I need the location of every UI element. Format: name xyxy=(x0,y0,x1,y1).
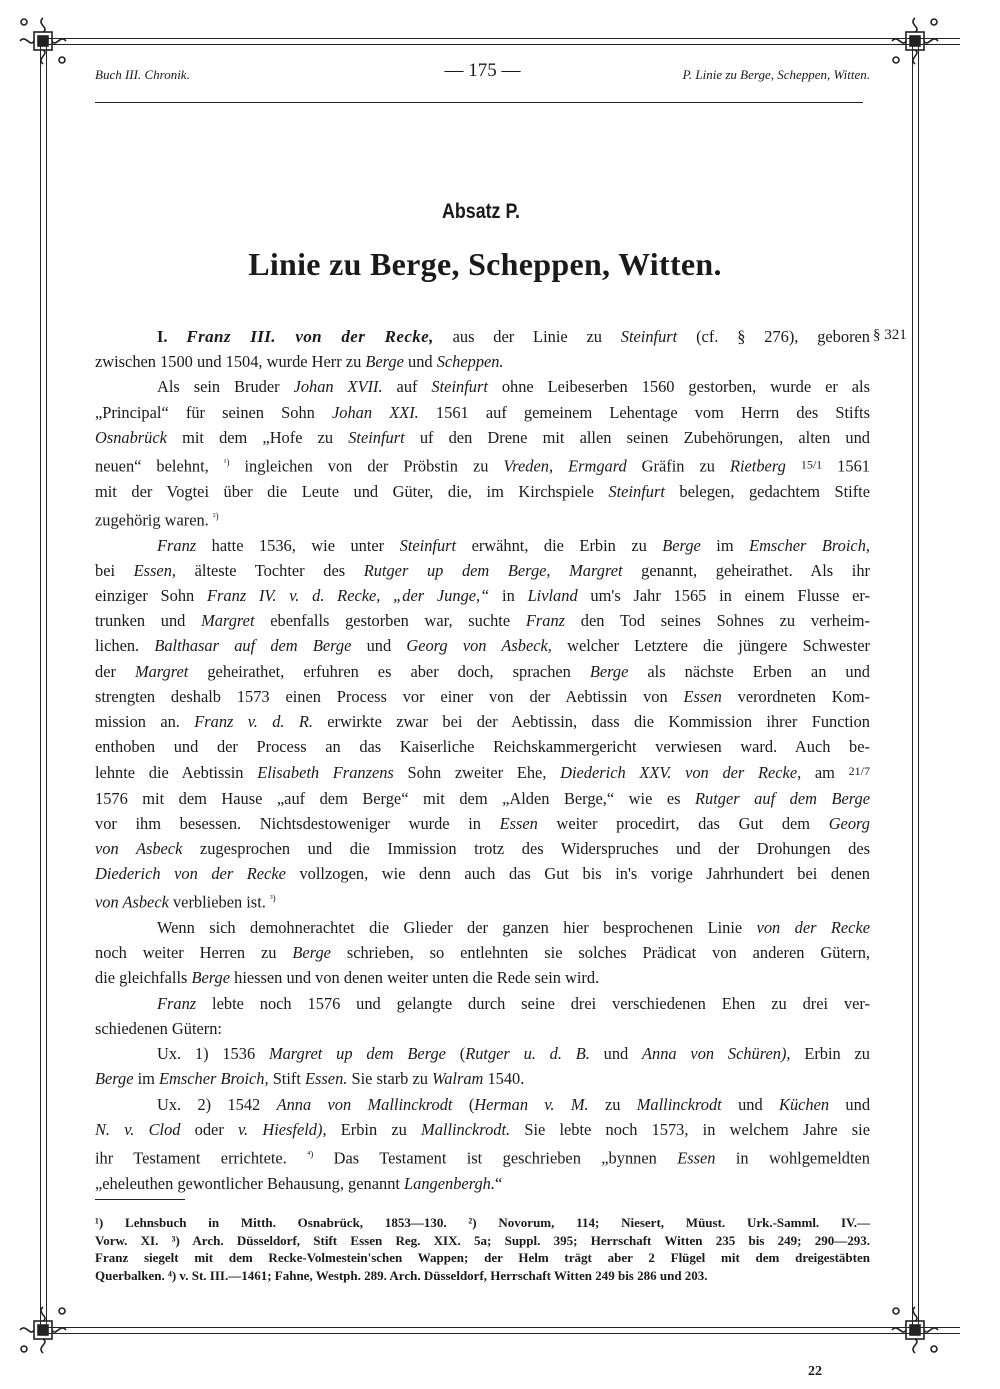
text-line: Diederich von der Recke vollzogen, wie denn auch das Gut bis in's vorige Jahrhundert bei denen xyxy=(95,864,870,884)
corner-ornament-icon xyxy=(16,14,70,68)
text-line: neuen“ belehnt, $^{^1)}$ ingleichen von der Pröbstin zu Vreden, Ermgard Gräfin zu Rietberg 15/1 1561 xyxy=(95,456,870,476)
body-text xyxy=(95,324,870,1196)
frame-border-right xyxy=(912,40,919,1330)
text-line: Ux. 2) 1542 Anna von Mallinckrodt (Herman v. M. zu Mallinckrodt und Küchen und xyxy=(157,1094,871,1114)
text-line: mission an. Franz v. d. R. erwirkte zwar bei der Aebtissin, dass die Kommission ihrer Function xyxy=(95,711,870,731)
text-line: „eheleuthen gewontlicher Behausung, genannt Langenbergh.“ xyxy=(95,1173,503,1193)
paragraph xyxy=(95,991,870,1016)
footnote-ref: ⁴) xyxy=(307,1148,314,1159)
frame-border-left xyxy=(40,40,47,1330)
text-line: enthoben und der Process an das Kaiserliche Reichskammergericht verwiesen ward. Auch be- xyxy=(95,737,870,757)
text-line: Ux. 1) 1536 Margret up dem Berge (Rutger u. d. B. und Anna von Schüren), Erbin zu xyxy=(157,1044,870,1064)
text-line: trunken und Margret ebenfalls gestorben war, suchte Franz den Tod seines Sohnes zu verheim- xyxy=(95,611,870,631)
footnote-rule xyxy=(95,1199,185,1200)
text-line: Als sein Bruder Johan XVII. auf Steinfurt ohne Leibeserben 1560 gestorben, wurde er als xyxy=(157,377,870,397)
person-name: Franz III. von der Recke, xyxy=(186,327,434,346)
text-line: ihr Testament errichtete. $^{^4)}$ Das Testament ist geschrieben „bynnen Essen in wohlgemeldten xyxy=(95,1148,870,1168)
sheet-number: 22 xyxy=(808,1364,822,1379)
footnotes xyxy=(95,1214,870,1284)
frame-border-top xyxy=(40,38,960,45)
running-head-right: P. Linie zu Berge, Scheppen, Witten. xyxy=(682,67,870,82)
corner-ornament-icon xyxy=(888,14,942,68)
text-line: bei Essen, älteste Tochter des Rutger up dem Berge, Margret genannt, geheirathet. Als ihr xyxy=(95,560,870,580)
running-head xyxy=(95,60,870,90)
text-line: mit der Vogtei über die Leute und Güter, die, im Kirchspiele Steinfurt belegen, gedachtem Stifte xyxy=(95,481,870,501)
text-line: Franz lebte noch 1576 und gelangte durch seine drei verschiedenen Ehen zu drei ver- xyxy=(157,993,870,1013)
text-line: strengten deshalb 1573 einen Process vor einer von der Aebtissin von Essen verordneten Kom- xyxy=(95,686,870,706)
section-label: Absatz P. xyxy=(441,200,521,223)
paragraph xyxy=(95,324,870,349)
footnote-line: Querbalken. ⁴) v. St. III.—1461; Fahne, Westph. 289. Arch. Düsseldorf, Herrschaft Witten 249 bis 286 und 203. xyxy=(95,1267,708,1283)
text-line: zugehörig waren. $^{^2)}$ xyxy=(95,510,219,530)
running-head-left: Buch III. Chronik. xyxy=(95,67,190,82)
text-line: einziger Sohn Franz IV. v. d. Recke, „der Junge,“ in Livland um's Jahr 1565 in einem Flusse er- xyxy=(95,585,870,605)
text-line: von Asbeck verblieben ist. $^{^3)}$ xyxy=(95,892,276,912)
paragraph xyxy=(95,1041,870,1066)
fraction-date: 21/7 xyxy=(848,764,870,779)
text-line: Berge im Emscher Broich, Stift Essen. Sie starb zu Walram 1540. xyxy=(95,1069,525,1089)
text-line: „Principal“ für seinen Sohn Johan XXI. 1561 auf gemeinem Lehentage vom Herrn des Stifts xyxy=(95,402,870,422)
text-line: I. Franz III. von der Recke, aus der Linie zu Steinfurt (cf. § 276), geboren xyxy=(157,327,870,346)
page-number: — 175 — xyxy=(444,60,521,81)
paragraph xyxy=(95,374,870,399)
text-line: die gleichfalls Berge hiessen und von denen weiter unten die Rede sein wird. xyxy=(95,968,600,988)
corner-ornament-icon xyxy=(16,1303,70,1357)
footnote-line: ¹) Lehnsbuch in Mitth. Osnabrück, 1853—130. ²) Novorum, 114; Niesert, Müust. Urk.-Samml. IV.— xyxy=(95,1215,870,1230)
text-line: N. v. Clod oder v. Hiesfeld), Erbin zu Mallinckrodt. Sie lebte noch 1573, in welchem Jahre sie xyxy=(95,1119,870,1139)
fraction-date: 15/1 xyxy=(800,457,823,472)
paragraph xyxy=(95,533,870,558)
text-line: von Asbeck zugesprochen und die Immission trotz des Widerspruches und der Drohungen des xyxy=(95,839,870,858)
margin-note: § 321 xyxy=(873,327,907,343)
footnote-ref: ¹) xyxy=(223,457,230,468)
text-line: Franz hatte 1536, wie unter Steinfurt erwähnt, die Erbin zu Berge im Emscher Broich, xyxy=(157,535,870,555)
text-line: Osnabrück mit dem „Hofe zu Steinfurt uf den Drene mit allen seinen Zubehörungen, alten und xyxy=(95,427,870,447)
corner-ornament-icon xyxy=(888,1303,942,1357)
text-line: 1576 mit dem Hause „auf dem Berge“ mit dem „Alden Berge,“ wie es Rutger auf dem Berge xyxy=(95,788,870,808)
text-line: lehnte die Aebtissin Elisabeth Franzens Sohn zweiter Ehe, Diederich XXV. von der Recke, am 21/7 xyxy=(95,763,870,783)
header-rule xyxy=(95,102,863,103)
footnote-ref: ²) xyxy=(212,510,219,521)
text-line: schiedenen Gütern: xyxy=(95,1018,222,1038)
frame-border-bottom xyxy=(40,1327,960,1334)
text-line: der Margret geheirathet, erfuhren es aber doch, sprachen Berge als nächste Erben an und xyxy=(95,661,870,681)
footnote-line: Franz siegelt mit dem Recke-Volmestein'schen Wappen; der Helm trägt aber 2 Flügel mit dem dreigestäbten xyxy=(95,1250,870,1265)
paragraph xyxy=(95,915,870,940)
footnote-ref: ³) xyxy=(269,893,276,904)
page-title: Linie zu Berge, Scheppen, Witten. xyxy=(248,246,722,282)
text-line: vor ihm besessen. Nichtsdestoweniger wurde in Essen weiter procedirt, das Gut dem Georg xyxy=(95,813,870,833)
text-line: zwischen 1500 und 1504, wurde Herr zu Berge und Scheppen. xyxy=(95,352,504,372)
text-line: noch weiter Herren zu Berge schrieben, so entlehnten sie solches Prädicat von anderen Gütern, xyxy=(95,943,870,963)
text-line: Wenn sich demohnerachtet die Glieder der ganzen hier besprochenen Linie von der Recke xyxy=(157,918,871,938)
text-line: lichen. Balthasar auf dem Berge und Georg von Asbeck, welcher Letztere die jüngere Schwester xyxy=(95,636,870,656)
paragraph xyxy=(95,1092,870,1117)
footnote-line: Vorw. XI. ³) Arch. Düsseldorf, Stift Essen Reg. XIX. 5a; Suppl. 395; Herrschaft Witten 235 bis 249; 290—293. xyxy=(95,1232,870,1248)
